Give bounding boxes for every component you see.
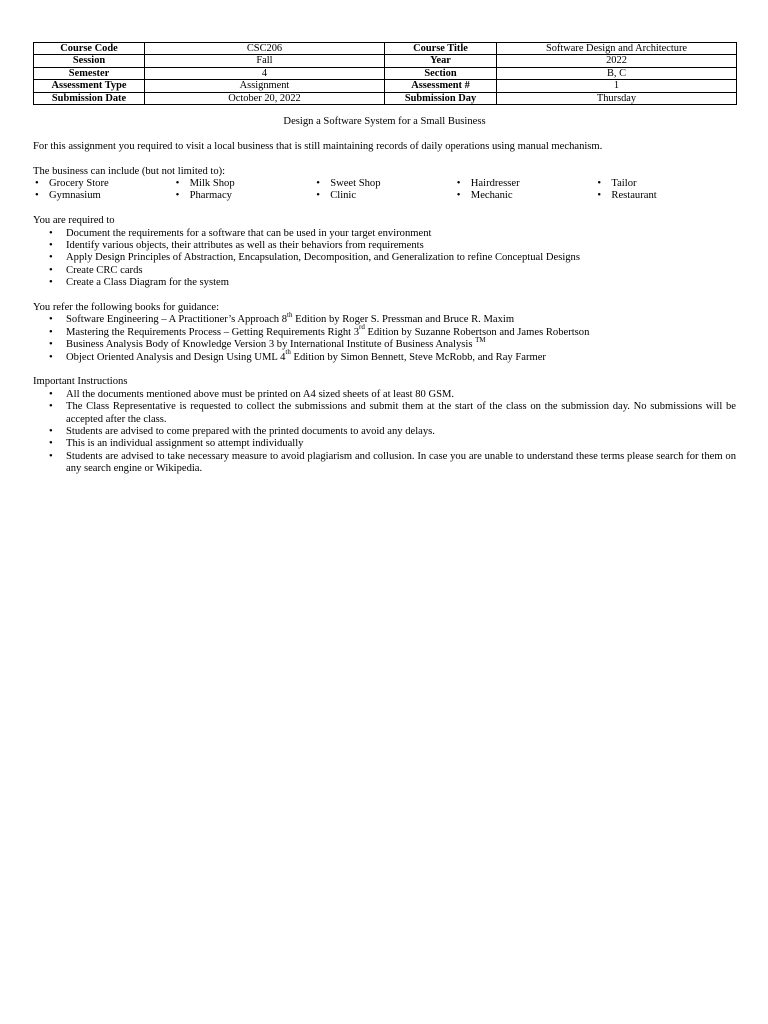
document-title: Design a Software System for a Small Business [283, 116, 486, 127]
business-item-label: Sweet Shop [330, 178, 381, 189]
course-title-label: Course Title [385, 43, 497, 55]
bullet-icon: • [35, 178, 39, 189]
submission-day-value: Thursday [497, 92, 737, 104]
list-item [33, 426, 736, 438]
bullet-icon: • [456, 190, 461, 202]
bullet-icon: • [49, 227, 53, 239]
bullet-icon: • [597, 178, 602, 189]
year-label: Year [385, 55, 497, 67]
book-title-start: Business Analysis Body of Knowledge Version 3 by International Institute of Business Analysis [66, 339, 476, 351]
bullet-icon: • [316, 190, 320, 202]
book-title-end: Edition by Simon Bennett, Steve McRobb, and Ray Farmer [290, 351, 546, 363]
business-item-label: Restaurant [611, 190, 657, 202]
list-item [33, 265, 736, 277]
course-title-value: Software Design and Architecture [497, 43, 737, 55]
bullet-icon: • [175, 178, 180, 189]
session-value: Fall [145, 55, 385, 67]
course-info-row [34, 67, 737, 79]
bullet-icon: • [49, 351, 53, 363]
spacer [33, 290, 736, 302]
book-title-end: Edition by Suzanne Robertson and James Robertson [364, 326, 590, 338]
assessment-number-value: 1 [497, 80, 737, 92]
requirement-text: Apply Design Principles of Abstraction, Encapsulation, Decomposition, and Generalization to refine Conceptual Designs [66, 252, 580, 264]
list-item [33, 228, 736, 240]
list-item [33, 277, 736, 289]
course-info-row [34, 43, 737, 55]
business-item-label: Milk Shop [189, 178, 235, 189]
business-item [455, 178, 596, 190]
bullet-icon: • [49, 314, 53, 326]
business-item-label: Hairdresser [470, 178, 520, 189]
semester-label: Semester [34, 67, 145, 79]
business-heading: The business can include (but not limited to): [33, 165, 226, 177]
books-heading: You refer the following books for guidance: [33, 302, 220, 314]
submission-date-value: October 20, 2022 [145, 92, 385, 104]
requirement-text: Document the requirements for a software that can be used in your target environment [66, 227, 432, 239]
submission-date-label: Submission Date [34, 92, 145, 104]
year-value: 2022 [497, 55, 737, 67]
list-item [33, 348, 736, 364]
instruction-text: The Class Representative is requested to collect the submissions and submit them at the start of the class on the submission day. No submissions will be accepted after the class. [66, 401, 736, 425]
spacer [33, 203, 736, 215]
bullet-icon: • [49, 388, 53, 400]
requirement-text: Identify various objects, their attributes as well as their behaviors from requirements [66, 240, 424, 252]
intro-paragraph: For this assignment you required to visit a local business that is still maintaining records of daily operations using manual mechanism. [33, 140, 603, 152]
list-item [33, 323, 736, 339]
edition-superscript: rd [359, 323, 365, 332]
business-item-label: Gymnasium [49, 190, 101, 202]
book-title-start: Object Oriented Analysis and Design Using UML 4 [66, 351, 286, 363]
assessment-number-label: Assessment # [385, 80, 497, 92]
assessment-type-label: Assessment Type [34, 80, 145, 92]
section-label: Section [385, 67, 497, 79]
business-item [33, 178, 174, 190]
business-item-label: Clinic [330, 190, 357, 202]
course-code-label: Course Code [34, 43, 145, 55]
book-title-start: Mastering the Requirements Process – Getting Requirements Right 3 [66, 326, 360, 338]
business-item-label: Tailor [611, 178, 637, 189]
instruction-text: This is an individual assignment so attempt individually [66, 438, 304, 450]
course-info-table [33, 42, 737, 105]
books-list [33, 310, 736, 364]
requirement-text: Create a Class Diagram for the system [66, 277, 229, 289]
assignment-content [33, 116, 736, 476]
semester-value: 4 [145, 67, 385, 79]
list-item [33, 389, 736, 401]
bullet-icon: • [49, 326, 53, 338]
course-info-row [34, 80, 737, 92]
instructions-list [33, 389, 736, 476]
instruction-text: All the documents mentioned above must be printed on A4 sized sheets of at least 80 GSM. [66, 388, 455, 400]
instructions-heading: Important Instructions [33, 376, 128, 388]
edition-superscript: th [285, 348, 291, 357]
requirement-text: Create CRC cards [66, 264, 143, 276]
business-item [174, 190, 315, 202]
list-item [33, 401, 736, 426]
bullet-icon: • [49, 240, 53, 252]
bullet-icon: • [49, 426, 53, 438]
bullet-icon: • [175, 190, 180, 202]
course-info-body [34, 43, 737, 105]
bullet-icon: • [597, 190, 602, 202]
business-item-label: Grocery Store [49, 178, 109, 189]
instruction-text: Students are advised to take necessary measure to avoid plagiarism and collusion. In case you are unable to understand these terms please search for them on any search engine or Wikipedia. [66, 450, 736, 475]
bullet-icon: • [316, 178, 320, 189]
bullet-icon: • [49, 252, 53, 264]
business-item [33, 190, 174, 202]
bullet-icon: • [49, 277, 53, 289]
bullet-icon: • [49, 339, 53, 351]
business-item [455, 190, 596, 202]
list-item [33, 438, 736, 450]
list-item [33, 310, 736, 326]
business-item [595, 190, 736, 202]
bullet-icon: • [35, 190, 39, 202]
course-info-row [34, 92, 737, 104]
business-item [595, 178, 736, 190]
course-code-value: CSC206 [145, 43, 385, 55]
business-item [174, 178, 315, 190]
bullet-icon: • [49, 401, 53, 413]
section-value: B, C [497, 67, 737, 79]
list-item [33, 240, 736, 252]
edition-superscript: th [287, 310, 293, 319]
list-item [33, 451, 736, 476]
spacer [33, 364, 736, 376]
spacer [33, 153, 736, 165]
requirements-list [33, 228, 736, 290]
book-title-start: Software Engineering – A Practitioner’s Approach 8 [66, 314, 288, 326]
course-info-row [34, 55, 737, 67]
bullet-icon: • [456, 178, 461, 189]
business-item-label: Mechanic [470, 190, 513, 202]
business-list [33, 178, 736, 203]
bullet-icon: • [49, 264, 53, 276]
instruction-text: Students are advised to come prepared with the printed documents to avoid any delays. [66, 426, 435, 438]
session-label: Session [34, 55, 145, 67]
bullet-icon: • [49, 438, 53, 450]
bullet-icon: • [49, 450, 53, 462]
assessment-type-value: Assignment [145, 80, 385, 92]
submission-day-label: Submission Day [385, 92, 497, 104]
list-item [33, 335, 736, 351]
business-item [314, 178, 455, 190]
book-title-end: Edition by Roger S. Pressman and Bruce R. Maxim [292, 314, 515, 326]
business-item-label: Pharmacy [189, 190, 232, 202]
list-item [33, 252, 736, 264]
spacer [33, 128, 736, 140]
trademark-superscript: TM [475, 335, 486, 344]
business-item [314, 190, 455, 202]
requirements-heading: You are required to [33, 215, 115, 227]
